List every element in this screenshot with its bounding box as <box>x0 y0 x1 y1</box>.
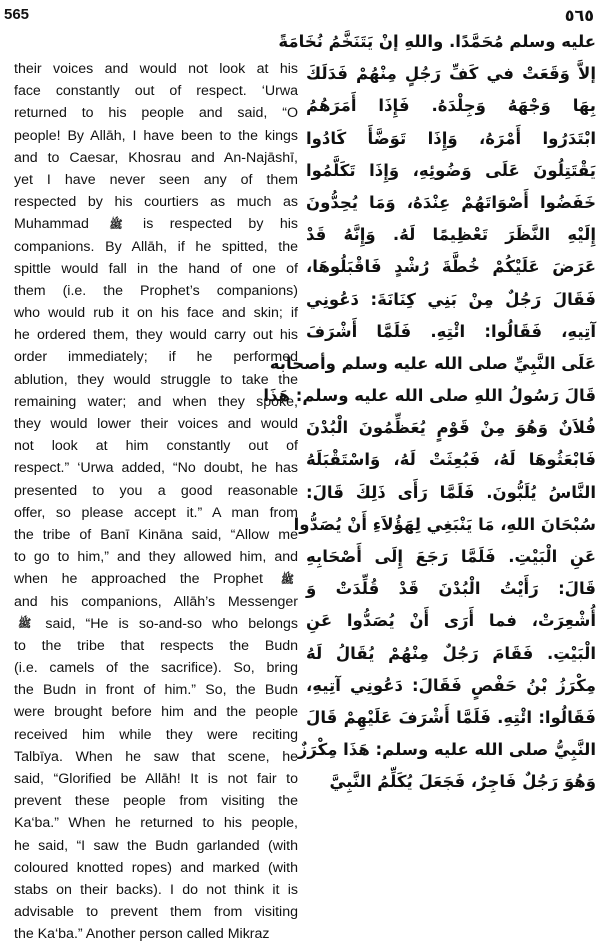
arabic-line: فَقَالُوا: ائْتِهِ. فَلَمَّا أَشْرَفَ عَلَيْهِمْ قَالَ <box>306 707 596 727</box>
text-segment: and his companions, Allāh’s Messenger <box>14 593 298 610</box>
text-segment: the tribe of Banī Kināna said, “Allow me <box>14 526 298 543</box>
english-line <box>14 125 298 147</box>
arabic-line: الْبَيْتِ. فَقَامَ رَجُلٌ مِنْهُمْ يُقَالُ لَهُ <box>306 643 596 663</box>
english-line <box>14 546 298 568</box>
text-segment: offer, so please accept it.” A man from <box>14 504 298 521</box>
text-segment: who would rub it on his face and skin; if <box>14 305 298 322</box>
prophet-seal-icon: ﷺ <box>109 217 123 231</box>
arabic-line: فَابْعَثُوهَا لَهُ، فَبُعِثَتْ لَهُ، وَاسْتَقْبَلَهُ <box>306 450 596 470</box>
arabic-line: يَقْتَتِلُونَ عَلَى وَضُوئِهِ، وَإِذَا تَكَلَّمُوا <box>306 160 596 180</box>
text-segment: received him while they were reciting <box>14 726 298 743</box>
arabic-line: عَرَضَ عَلَيْكُمْ خُطَّةَ رُشْدٍ فَاقْبَلُوهَا، <box>306 257 596 277</box>
english-line <box>14 258 298 280</box>
text-segment: them (i.e. the Prophet’s companions) <box>14 282 298 299</box>
prophet-seal-icon: ﷺ <box>280 572 294 586</box>
text-segment: (i.e. camels of the sacrifice). So, bring <box>14 660 298 677</box>
text-segment: Talbīya. When he saw that scene, he <box>14 748 298 765</box>
text-segment: returned to his people and said, “O <box>14 105 298 122</box>
english-line <box>14 524 298 546</box>
english-line <box>14 701 298 723</box>
english-line <box>14 768 298 790</box>
text-segment: to go to him,” and they allowed him, and <box>14 549 298 566</box>
english-line <box>14 790 298 812</box>
arabic-line: عَنِ الْبَيْتِ. فَلَمَّا رَجَعَ إِلَى أَصْحَابِهِ <box>306 547 596 566</box>
arabic-line: فَقَالَ رَجُلٌ مِنْ بَنِي كِنَانَةَ: دَعُونِي <box>306 289 596 309</box>
arabic-line: مِكْرَزُ بْنُ حَفْصٍ فَقَالَ: دَعُونِي آتِيهِ، <box>306 675 596 695</box>
english-line <box>14 923 298 945</box>
text-segment: remaining water; and when they spoke, <box>14 393 298 410</box>
english-line <box>14 191 298 213</box>
text-segment: ablution, they would struggle to take the <box>14 371 298 388</box>
arabic-line: قَالَ: رَأَيْتُ الْبُدْنَ قَدْ قُلِّدَتْ وَ <box>306 579 596 599</box>
english-line <box>14 835 298 857</box>
english-line <box>14 280 298 302</box>
english-line <box>14 613 298 635</box>
text-segment: Muhammad <box>14 216 106 233</box>
text-segment: and to Caesar, Khosrau and An-Najāshī, <box>14 149 298 166</box>
text-segment: stabs on their backs). I do not think it is <box>14 881 298 898</box>
arabic-line: إِلَيْهِ النَّظَرَ تَعْظِيمًا لَهُ. وَإِنَّهُ قَدْ <box>306 225 596 245</box>
text-segment: to the tribe that respects the Budn <box>14 637 298 654</box>
english-line <box>14 413 298 435</box>
english-line <box>14 480 298 502</box>
english-column <box>14 58 298 946</box>
english-line <box>14 591 298 613</box>
text-segment: presented to you a good reasonable <box>14 482 298 499</box>
english-line <box>14 435 298 457</box>
english-line <box>14 679 298 701</box>
text-segment: not look at him constantly out of <box>14 438 298 455</box>
english-line <box>14 324 298 346</box>
text-segment: face constantly out of respect. ‘Urwa <box>14 83 298 100</box>
english-line <box>14 812 298 834</box>
text-segment: Ka‘ba.” When he returned to his people, <box>14 815 298 832</box>
arabic-line: أُشْعِرَتْ، فما أَرَى أَنْ يُصَدُّوا عَنِ <box>306 611 596 631</box>
english-line <box>14 857 298 879</box>
text-segment: they would lower their voices and would <box>14 416 298 432</box>
english-line <box>14 657 298 679</box>
arabic-line: إلاَّ وَقَعَتْ في كَفِّ رَجُلٍ مِنْهُمْ فَدَلَكَ <box>306 64 596 84</box>
text-segment: yet I have never seen any of them <box>14 171 298 188</box>
text-segment: companions. By Allāh, if he spitted, the <box>14 238 298 255</box>
text-segment: advisable to prevent them from visiting <box>14 904 298 921</box>
text-segment: the Budn in front of him.” So, the Budn <box>14 682 298 699</box>
prophet-seal-icon: ﷺ <box>18 616 32 630</box>
arabic-line: فُلاَنٌ وَهُوَ مِنْ قَوْمٍ يُعَظِّمُونَ الْبُدْنَ <box>306 418 596 438</box>
english-line <box>14 635 298 657</box>
english-line <box>14 213 298 235</box>
text-segment: when he approached the Prophet <box>14 571 277 588</box>
arabic-line: قَالَ رَسُولُ اللهِ صلى الله عليه وسلم: هَذَا <box>263 386 596 406</box>
text-segment: said, “He is so-and-so who belongs <box>35 615 298 632</box>
english-line <box>14 346 298 368</box>
arabic-line: عَلَى النَّبِيِّ صلى الله عليه وسلم وأصحابه <box>269 353 596 373</box>
english-line <box>14 391 298 413</box>
arabic-line: النَّبِيُّ صلى الله عليه وسلم: هَذَا مِكْرَزٌ <box>297 740 596 760</box>
text-segment: were brought before him and the people <box>14 704 298 721</box>
english-line <box>14 58 298 80</box>
text-segment: respect.” ‘Urwa added, “No doubt, he has <box>14 460 298 477</box>
text-segment: their voices and would not look at his <box>14 61 298 77</box>
english-line <box>14 901 298 923</box>
english-line <box>14 302 298 324</box>
text-segment: he ordered them, they would carry out his <box>14 327 298 344</box>
text-segment: said, “Glorified be Allāh! It is not fair to <box>14 771 298 787</box>
text-segment: order immediately; if he performed <box>14 349 298 366</box>
text-segment: the Ka‘ba.” Another person called Mikraz <box>14 926 270 943</box>
arabic-line: آتِيهِ، فَقَالُوا: ائْتِهِ. فَلَمَّا أَشْرَفَ <box>306 321 596 341</box>
english-line <box>14 879 298 901</box>
arabic-line: بِهَا وَجْهَهُ وَجِلْدَهُ. فَإِذَا أَمَرَهُمُ <box>306 96 596 116</box>
text-segment: spittle would fall in the hand of one of <box>14 260 298 277</box>
arabic-line: النَّاسُ يُلَبُّونَ. فَلَمَّا رَأَى ذَلِكَ قَالَ: <box>306 482 596 502</box>
english-line <box>14 147 298 169</box>
english-line <box>14 724 298 746</box>
page-number-left: 565 <box>4 6 30 23</box>
english-line <box>14 369 298 391</box>
english-line <box>14 746 298 768</box>
text-segment: prevent these people from visiting the <box>14 793 298 810</box>
text-segment: is respected by his <box>126 216 298 233</box>
english-line <box>14 236 298 258</box>
english-line <box>14 80 298 102</box>
english-line <box>14 169 298 191</box>
arabic-line: عليه وسلم مُحَمَّدًا. واللهِ إنْ يَتَنَخَّمُ نُخَامَةً <box>278 32 596 51</box>
arabic-column <box>263 26 596 799</box>
page-number-right: ٥٦٥ <box>564 6 594 25</box>
english-line <box>14 502 298 524</box>
arabic-line: ابْتَدَرُوا أَمْرَهُ، وَإِذَا تَوَضَّأَ كَادُوا <box>306 128 596 148</box>
arabic-line: خَفَضُوا أَصْوَاتَهُمْ عِنْدَهُ، وَمَا يُحِدُّونَ <box>306 192 596 212</box>
text-segment: he said, “I saw the Budn garlanded (with <box>14 837 298 854</box>
arabic-line: وَهُوَ رَجُلٌ فَاجِرٌ، فَجَعَلَ يُكَلِّمُ النَّبِيَّ <box>329 772 596 792</box>
text-segment: respected by his courtiers as much as <box>14 194 298 211</box>
text-segment: coloured knotted ropes) and marked (with <box>14 859 298 876</box>
english-line <box>14 568 298 590</box>
english-line <box>14 102 298 124</box>
arabic-line: سُبْحَانَ اللهِ، مَا يَنْبَغِي لِهَؤُلاَءِ أَنْ يُصَدُّوا <box>293 514 596 534</box>
text-segment: people! By Allāh, I have been to the kings <box>14 127 298 144</box>
english-line <box>14 457 298 479</box>
